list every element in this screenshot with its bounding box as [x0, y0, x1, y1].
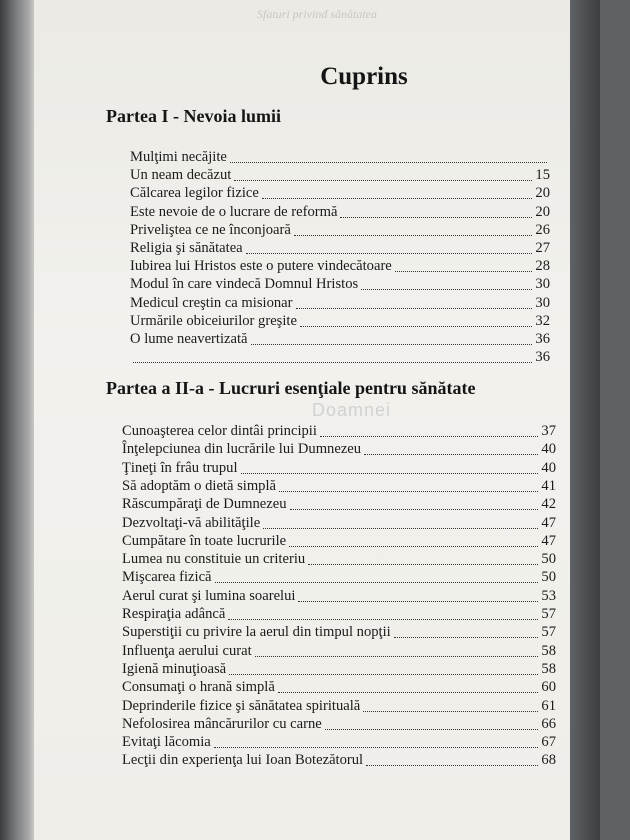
toc-entry[interactable]: [122, 733, 556, 751]
toc-leader-dots: [340, 217, 532, 218]
toc-entry[interactable]: [130, 257, 550, 275]
toc-entry-page-number: 50: [541, 551, 556, 568]
toc-entry[interactable]: [122, 532, 556, 550]
toc-entry-title: Răscumpăraţi de Dumnezeu: [122, 496, 287, 513]
toc-leader-dots: [263, 528, 538, 529]
toc-entry-page-number: 30: [535, 276, 550, 293]
toc-entry-page-number: 53: [541, 587, 556, 604]
toc-entry[interactable]: [130, 348, 550, 366]
toc-leader-dots: [241, 473, 539, 474]
toc-entry[interactable]: [122, 678, 556, 696]
toc-leader-dots: [234, 180, 532, 181]
toc-entry-title: Mişcarea fizică: [122, 569, 212, 586]
toc-entry-title: Aerul curat şi lumina soarelui: [122, 587, 296, 604]
part-heading: Partea I - Nevoia lumii: [106, 106, 281, 126]
toc-entry[interactable]: [122, 550, 556, 568]
book-page: [34, 0, 600, 840]
toc-leader-dots: [296, 308, 533, 309]
toc-entry-page-number: 47: [541, 514, 556, 531]
toc-entry-page-number: 32: [535, 312, 550, 329]
toc-entry[interactable]: [130, 239, 550, 257]
toc-entry-page-number: 67: [541, 734, 556, 751]
toc-leader-dots: [228, 619, 538, 620]
toc-leader-dots: [325, 729, 539, 730]
toc-leader-dots: [255, 656, 539, 657]
toc-entry-title: Este nevoie de o lucrare de reformă: [130, 203, 338, 220]
toc-entry-title: Priveliştea ce ne înconjoară: [130, 221, 291, 238]
toc-entry-title: Medicul creştin ca misionar: [130, 294, 293, 311]
toc-entry-page-number: 41: [541, 477, 556, 494]
toc-entry-title: Modul în care vindecă Domnul Hristos: [130, 276, 359, 293]
toc-leader-dots: [361, 289, 532, 290]
toc-entry[interactable]: [130, 221, 550, 239]
book-spine-shadow: [0, 0, 34, 840]
toc-entry-title: Călcarea legilor fizice: [130, 185, 259, 202]
toc-entry-title: O lume neavertizată: [130, 331, 248, 347]
toc-leader-dots: [133, 362, 532, 363]
toc-entry-page-number: 50: [541, 569, 556, 586]
toc-entry-title: Iubirea lui Hristos este o putere vindecătoare: [130, 258, 392, 275]
toc-entry[interactable]: [122, 477, 556, 495]
toc-entry-page-number: 47: [541, 532, 556, 549]
toc-entry-title: Un neam decăzut: [130, 167, 232, 184]
page-edge-shadow: [570, 0, 600, 840]
toc-entry-title: Deprinderile fizice şi sănătatea spirituală: [122, 697, 361, 714]
toc-entry-title: Consumaţi o hrană simplă: [122, 679, 275, 696]
toc-entry-title: Ţineţi în frâu trupul: [122, 459, 238, 476]
toc-leader-dots: [364, 454, 538, 455]
toc-entry[interactable]: [122, 642, 556, 660]
toc-entry-page-number: 60: [541, 679, 556, 696]
running-head-bleed: Sfaturi privind sănătatea: [257, 7, 377, 21]
toc-entry-page-number: 27: [535, 240, 550, 256]
toc-entry-page-number: 57: [541, 624, 556, 641]
toc-entry-page-number: 26: [535, 221, 550, 238]
toc-entry-page-number: 36: [535, 331, 550, 347]
toc-entry[interactable]: [122, 440, 556, 458]
toc-entry-page-number: 20: [535, 203, 550, 220]
toc-entry[interactable]: [122, 715, 556, 733]
toc-entry-title: Lumea nu constituie un criteriu: [122, 551, 306, 568]
toc-entry-page-number: 66: [541, 715, 556, 732]
toc-leader-dots: [230, 162, 547, 163]
toc-leader-dots: [363, 711, 538, 712]
toc-leader-dots: [298, 601, 538, 602]
toc-entry[interactable]: [130, 148, 550, 166]
part-heading: Partea a II-a - Lucruri esenţiale pentru sănătate: [106, 378, 476, 398]
toc-leader-dots: [394, 637, 539, 638]
toc-leader-dots: [308, 564, 538, 565]
toc-entry[interactable]: [122, 459, 556, 477]
toc-entry[interactable]: [130, 330, 550, 348]
toc-entry-title: Evitaţi lăcomia: [122, 734, 211, 751]
toc-leader-dots: [214, 747, 539, 748]
toc-entry-page-number: 68: [541, 752, 556, 769]
toc-entry[interactable]: [122, 568, 556, 586]
watermark-logo: Doamnei: [312, 400, 392, 420]
toc-entry-page-number: 20: [535, 185, 550, 202]
toc-entry[interactable]: [122, 587, 556, 605]
toc-entry-page-number: 40: [541, 459, 556, 476]
toc-entry[interactable]: [122, 697, 556, 715]
toc-leader-dots: [215, 582, 539, 583]
toc-entry[interactable]: [122, 605, 556, 623]
toc-entry-page-number: 15: [535, 167, 550, 184]
toc-entry-page-number: 42: [541, 496, 556, 513]
toc-leader-dots: [278, 692, 539, 693]
toc-entry[interactable]: [130, 275, 550, 293]
toc-entry-title: Religia şi sănătatea: [130, 240, 243, 256]
toc-entry-page-number: 58: [541, 660, 556, 677]
toc-entry[interactable]: [130, 203, 550, 221]
toc-leader-dots: [366, 765, 538, 766]
toc-entry[interactable]: [122, 623, 556, 641]
toc-entry[interactable]: [122, 422, 556, 440]
toc-entry-title: Dezvoltaţi-vă abilităţile: [122, 514, 261, 531]
toc-entry-title: Igienă minuţioasă: [122, 660, 227, 677]
toc-leader-dots: [246, 253, 533, 254]
toc-entry[interactable]: [122, 514, 556, 532]
toc-entry[interactable]: [122, 660, 556, 678]
toc-entry-title: Respiraţia adâncă: [122, 606, 226, 622]
toc-leader-dots: [290, 509, 539, 510]
toc-leader-dots: [251, 344, 533, 345]
toc-entry[interactable]: [122, 751, 556, 769]
toc-leader-dots: [279, 491, 538, 492]
toc-entry-title: Cunoaşterea celor dintâi principii: [122, 423, 317, 439]
toc-entry-page-number: 57: [541, 606, 556, 622]
toc-leader-dots: [320, 436, 538, 437]
toc-entry-title: Urmările obiceiurilor greşite: [130, 312, 297, 329]
toc-entry-page-number: 61: [541, 697, 556, 714]
toc-entry-title: Nefolosirea mâncărurilor cu carne: [122, 715, 322, 732]
toc-leader-dots: [289, 546, 538, 547]
toc-entry-title: Influenţa aerului curat: [122, 642, 252, 659]
toc-leader-dots: [395, 271, 533, 272]
toc-leader-dots: [294, 235, 533, 236]
toc-entry[interactable]: [130, 166, 550, 184]
toc-entry[interactable]: [130, 184, 550, 202]
toc-entry-page-number: 37: [541, 423, 556, 439]
toc-entry-page-number: 58: [541, 642, 556, 659]
toc-entry-page-number: 28: [535, 258, 550, 275]
toc-entry-title: Lecţii din experienţa lui Ioan Botezătorul: [122, 752, 364, 769]
toc-entry[interactable]: [130, 312, 550, 330]
toc-entry-title: Mulţimi necăjite: [130, 149, 227, 165]
toc-entry-title: Cumpătare în toate lucrurile: [122, 532, 287, 549]
toc-entry-title: Superstiţii cu privire la aerul din timpul nopţii: [122, 624, 391, 641]
toc-leader-dots: [229, 674, 538, 675]
toc-leader-dots: [262, 198, 533, 199]
toc-entry-page-number: 40: [541, 441, 556, 458]
toc-leader-dots: [300, 326, 532, 327]
toc-entry-title: Să adoptăm o dietă simplă: [122, 477, 277, 494]
toc-entry[interactable]: [130, 294, 550, 312]
page-title: Cuprins: [320, 63, 408, 90]
toc-entry-page-number: 36: [535, 349, 550, 366]
toc-entry-page-number: 30: [535, 294, 550, 311]
toc-entry-title: Înţelepciunea din lucrările lui Dumnezeu: [122, 441, 362, 458]
toc-entry[interactable]: [122, 495, 556, 513]
